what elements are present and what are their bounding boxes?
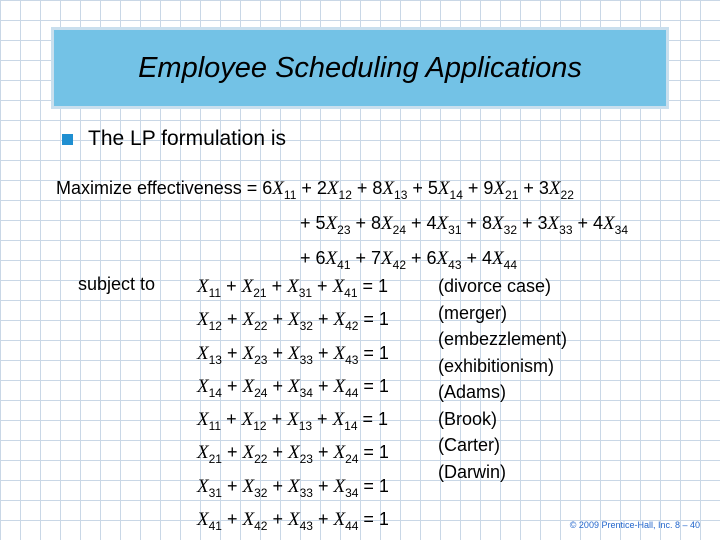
- constraint-note: (Carter): [438, 435, 500, 455]
- variable: $X_{13}$: [287, 409, 313, 433]
- constraint-row: $X_{13} + X_{23} + X_{33} + X_{43} = 1$: [197, 342, 389, 367]
- variable: $X_{43}$: [333, 342, 359, 367]
- footer-copyright: © 2009 Prentice-Hall, Inc. 8 – 40: [569, 520, 700, 530]
- variable: $X_{31}$: [197, 475, 222, 500]
- variable: $X_{44}$: [333, 375, 359, 400]
- variable: $X_{34}$: [333, 475, 359, 500]
- variable: $X_{12}$: [241, 409, 267, 433]
- constraint-note: (divorce case): [438, 276, 552, 296]
- objective-line-2: + $5X_{23} + 8X_{24} + 4X_{31} + 8X_{32} + 3X_{33} + 4X_{34}$: [300, 212, 628, 237]
- variable: $X_{14}$: [332, 409, 358, 433]
- constraint-row: $X_{12} + X_{22} + X_{32} + X_{42} = 1$: [197, 309, 389, 334]
- variable: $X_{33}$: [547, 212, 573, 237]
- variable: $X_{34}$: [603, 212, 628, 237]
- constraint-row: $X_{14} + X_{24} + X_{34} + X_{44} = 1$: [197, 375, 389, 400]
- title-banner: [51, 27, 669, 109]
- variable: $X_{14}$: [437, 178, 463, 202]
- variable: $X_{24}$: [333, 442, 359, 467]
- variable: $X_{24}$: [381, 212, 406, 237]
- variable: $X_{41}$: [325, 247, 351, 272]
- slide-title: Employee Scheduling Applications: [138, 51, 582, 84]
- variable: $X_{11}$: [197, 276, 222, 300]
- variable: $X_{31}$: [436, 212, 462, 237]
- variable: $X_{22}$: [242, 442, 268, 467]
- variable: $X_{13}$: [197, 342, 222, 367]
- objective-label: Maximize effectiveness =: [56, 178, 258, 198]
- variable: $X_{42}$: [242, 509, 268, 533]
- variable: $X_{14}$: [197, 375, 222, 400]
- variable: $X_{22}$: [548, 178, 574, 202]
- variable: $X_{41}$: [332, 276, 358, 300]
- constraint-note: (merger): [438, 302, 508, 323]
- constraint-row: $X_{11} + X_{21} + X_{31} + X_{41} = 1$: [197, 276, 389, 300]
- constraint-note: (Adams): [438, 382, 507, 402]
- bullet-text: The LP formulation is: [88, 127, 287, 150]
- bullet-square-icon: [62, 134, 73, 145]
- variable: $X_{24}$: [242, 375, 268, 400]
- variable: $X_{31}$: [287, 276, 313, 300]
- constraint-note: (Darwin): [438, 461, 507, 482]
- constraint-list: [197, 273, 389, 539]
- bullet-line: [62, 127, 286, 151]
- variable: $X_{22}$: [242, 309, 268, 334]
- objective-line-3: + $6X_{41} + 7X_{42} + 6X_{43} + 4X_{44}$: [300, 247, 517, 272]
- variable: $X_{23}$: [287, 442, 313, 467]
- variable: $X_{21}$: [493, 178, 519, 202]
- objective-terms-1: $6X_{11} + 2X_{12} + 8X_{13} + 5X_{14} + 9X_{21} + 3X_{22}$: [262, 178, 574, 202]
- variable: $X_{13}$: [382, 178, 408, 202]
- variable: $X_{42}$: [333, 309, 359, 334]
- variable: $X_{11}$: [197, 409, 222, 433]
- variable: $X_{43}$: [287, 509, 313, 533]
- objective-line-1: [56, 174, 628, 209]
- variable: $X_{32}$: [492, 212, 517, 237]
- variable: $X_{32}$: [242, 475, 268, 500]
- constraint-note: (embezzlement): [438, 329, 568, 349]
- constraint-row: $X_{21} + X_{22} + X_{23} + X_{24} = 1$: [197, 442, 389, 467]
- variable: $X_{34}$: [287, 375, 313, 400]
- variable: $X_{33}$: [287, 475, 313, 500]
- constraint-note: (Brook): [438, 408, 498, 429]
- subject-to-label: subject to: [78, 274, 156, 294]
- variable: $X_{44}$: [333, 509, 359, 533]
- constraint-notes: [438, 273, 567, 485]
- objective-function: [56, 174, 628, 278]
- variable: $X_{33}$: [287, 342, 313, 367]
- constraint-row: $X_{31} + X_{32} + X_{33} + X_{34} = 1$: [197, 475, 389, 500]
- variable: $X_{44}$: [492, 247, 517, 272]
- constraint-row: $X_{11} + X_{12} + X_{13} + X_{14} = 1$: [197, 409, 389, 433]
- variable: $X_{21}$: [197, 442, 222, 467]
- constraint-note: (exhibitionism): [438, 355, 555, 376]
- variable: $X_{21}$: [241, 276, 267, 300]
- variable: $X_{32}$: [287, 309, 313, 334]
- variable: $X_{23}$: [242, 342, 268, 367]
- variable: $X_{41}$: [197, 509, 222, 533]
- variable: $X_{42}$: [381, 247, 406, 272]
- variable: $X_{11}$: [272, 178, 297, 202]
- variable: $X_{23}$: [325, 212, 351, 237]
- variable: $X_{12}$: [326, 178, 352, 202]
- variable: $X_{43}$: [436, 247, 462, 272]
- variable: $X_{12}$: [197, 309, 222, 334]
- constraint-row: $X_{41} + X_{42} + X_{43} + X_{44} = 1$: [197, 509, 389, 533]
